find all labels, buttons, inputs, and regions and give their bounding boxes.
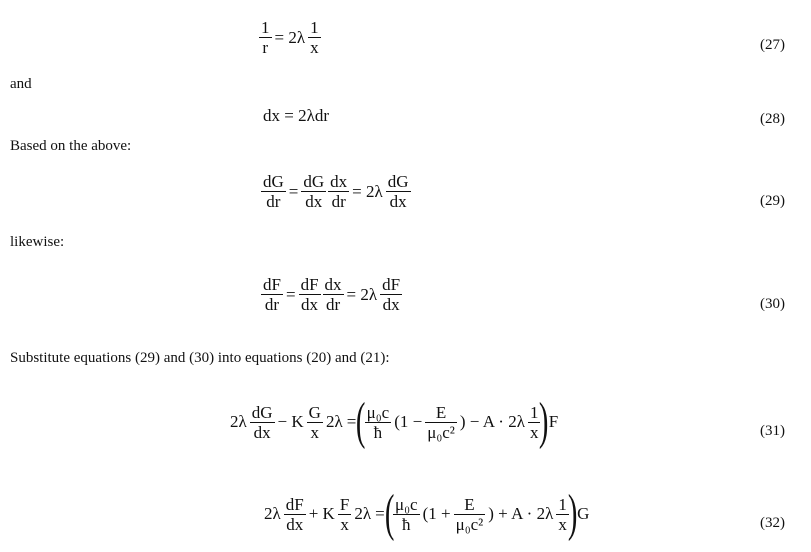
fraction-1-over-x: $\frac{1}{x}$: [310, 18, 319, 57]
left-paren: (: [384, 485, 395, 542]
equation-number: (28): [760, 111, 785, 127]
equation-number: (27): [760, 37, 785, 53]
equation-29: $\frac{dG}{dr}$ = $\frac{dG}{dx}$ $\frac{dx}{dr}$ = 2λ $\frac{dG}{dx}$: [263, 172, 409, 211]
equation-number: (30): [760, 296, 785, 312]
equation-31: 2λ $\frac{dG}{dx}$ − K $\frac{G}{x}$ 2λ =( $\frac{\text{μ₀c}}{ħ}$ (1 − $\frac{E}{\text{μ₀c²}}$ ) − A · 2λ $\frac{1}{x}$ )F: [230, 393, 559, 450]
equation-27: $\frac{1}{r}$ = 2λ $\frac{1}{x}$: [261, 18, 319, 57]
right-paren: ): [539, 393, 549, 450]
equation-number: (32): [760, 515, 785, 531]
equation-30: $\frac{dF}{dr}$ = $\frac{dF}{dx}$ $\frac{dx}{dr}$ = 2λ $\frac{dF}{dx}$: [263, 275, 401, 314]
equation-number: (31): [760, 423, 785, 439]
left-paren: (: [356, 393, 366, 450]
equation-32: 2λ $\frac{dF}{dx}$ + K $\frac{F}{x}$ 2λ =( $\frac{\text{μ₀c}}{ħ}$ (1 + $\frac{E}{\text{μ₀c²}}$ ) + A · 2λ $\frac{1}{x}$ )G: [264, 485, 590, 542]
paragraph-likewise: likewise:: [10, 234, 65, 250]
paragraph-substitute: Substitute equations (29) and (30) into equations (20) and (21):: [10, 350, 390, 366]
right-paren: ): [567, 485, 578, 542]
fraction-1-over-r: $\frac{1}{r}$: [261, 18, 270, 57]
paragraph-and: and: [10, 76, 32, 92]
paragraph-based: Based on the above:: [10, 138, 132, 154]
equation-number: (29): [760, 193, 785, 209]
equation-28: dx = 2λdr: [263, 106, 329, 125]
